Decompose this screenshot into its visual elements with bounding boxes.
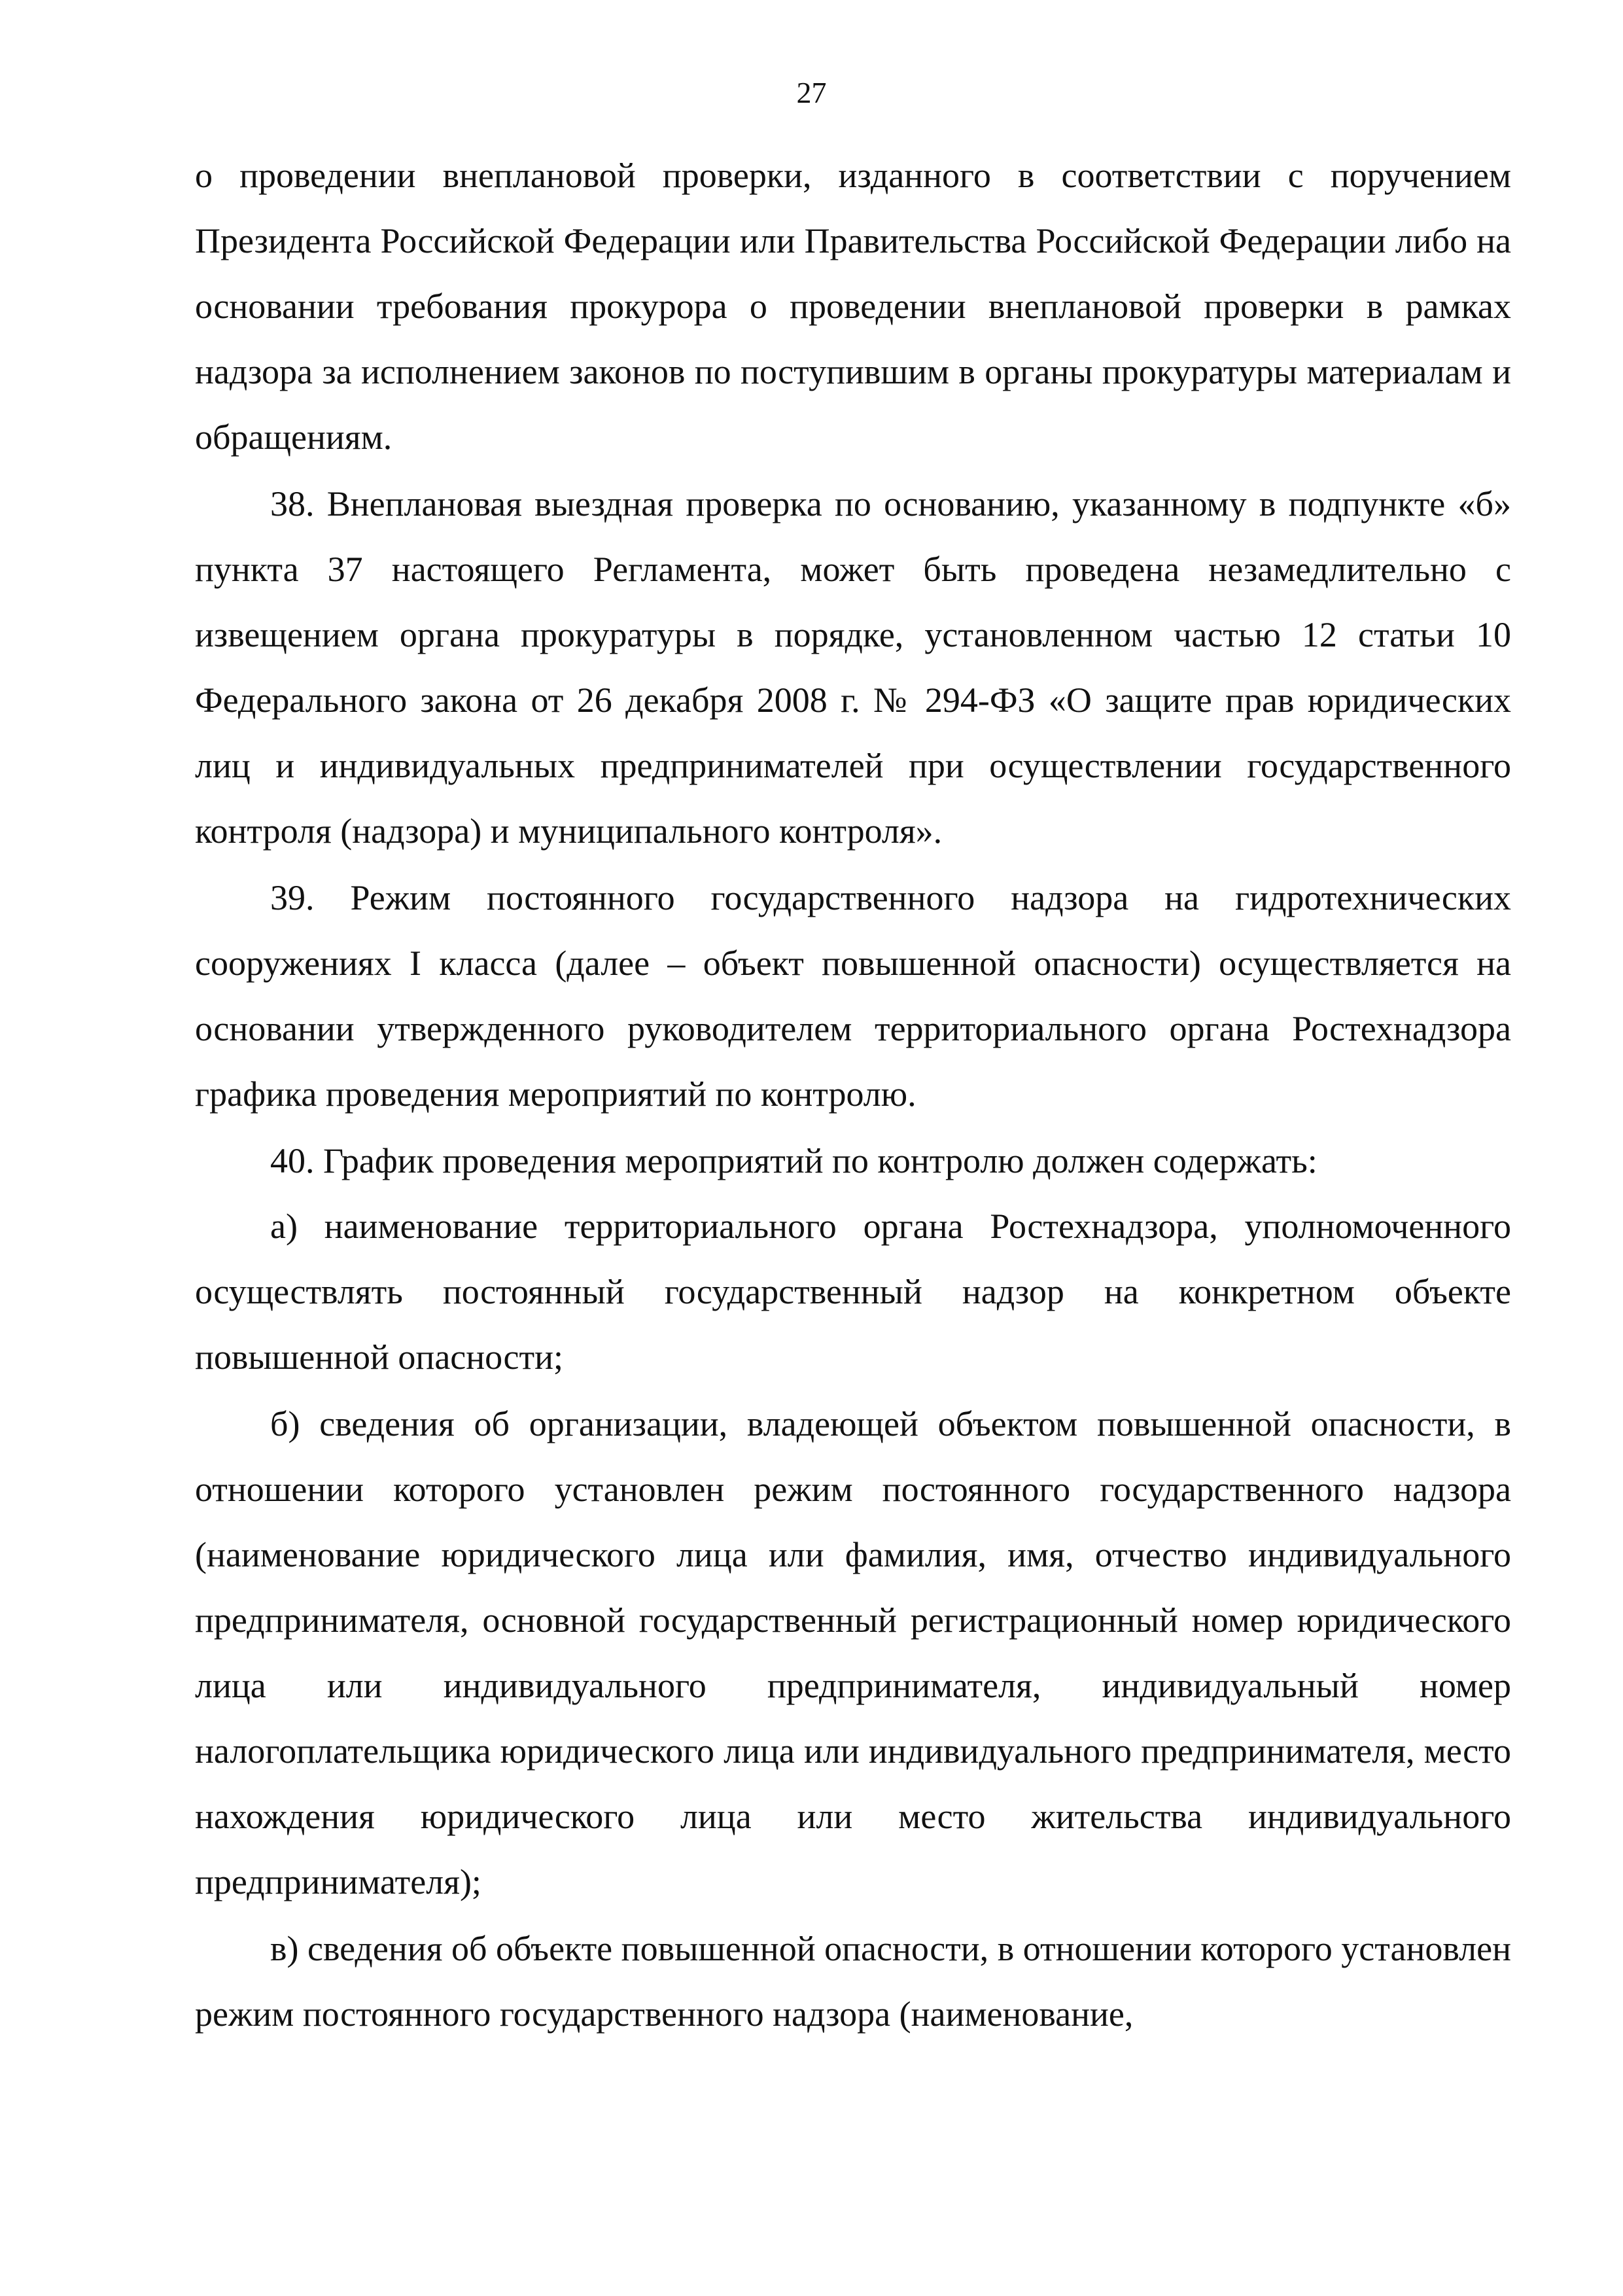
paragraph-item-38: 38. Внеплановая выездная проверка по основанию, указанному в подпункте «б» пункта 37 настоящего Регламента, может быть проведена незамедлительно с извещением органа прокуратуры в порядке, установленном частью 12 статьи 10 Федерального закона от 26 декабря 2008 г. № 294-ФЗ «О защите прав юридических лиц и индивидуальных предпринимателей при осуществлении государственного контроля (надзора) и муниципального контроля».: [195, 484, 1511, 851]
document-body: [195, 143, 1511, 2047]
page-number: 27: [796, 76, 827, 109]
paragraph-item-40-a: а) наименование территориального органа Ростехнадзора, уполномоченного осуществлять постоянный государственный надзор на конкретном объекте повышенной опасности;: [195, 1207, 1511, 1377]
paragraph-item-39: 39. Режим постоянного государственного надзора на гидротехнических сооружениях I класса (далее – объект повышенной опасности) осуществляется на основании утвержденного руководителем территориального органа Ростехнадзора графика проведения мероприятий по контролю.: [195, 878, 1511, 1114]
paragraph-continuation: о проведении внеплановой проверки, изданного в соответствии с поручением Президента Российской Федерации или Правительства Российской Федерации либо на основании требования прокурора о проведении внеплановой проверки в рамках надзора за исполнением законов по поступившим в органы прокуратуры материалам и обращениям.: [195, 156, 1511, 457]
paragraph-item-40-b: б) сведения об организации, владеющей объектом повышенной опасности, в отношении которого установлен режим постоянного государственного надзора (наименование юридического лица или фамилия, имя, отчество индивидуального предпринимателя, основной государственный регистрационный номер юридического лица или индивидуального предпринимателя, индивидуальный номер налогоплательщика юридического лица или индивидуального предпринимателя, место нахождения юридического лица или место жительства индивидуального предпринимателя);: [195, 1404, 1511, 1901]
paragraph-item-40-v: в) сведения об объекте повышенной опасности, в отношении которого установлен режим постоянного государственного надзора (наименование,: [195, 1929, 1511, 2034]
paragraph-item-40: 40. График проведения мероприятий по контролю должен содержать:: [270, 1141, 1318, 1180]
